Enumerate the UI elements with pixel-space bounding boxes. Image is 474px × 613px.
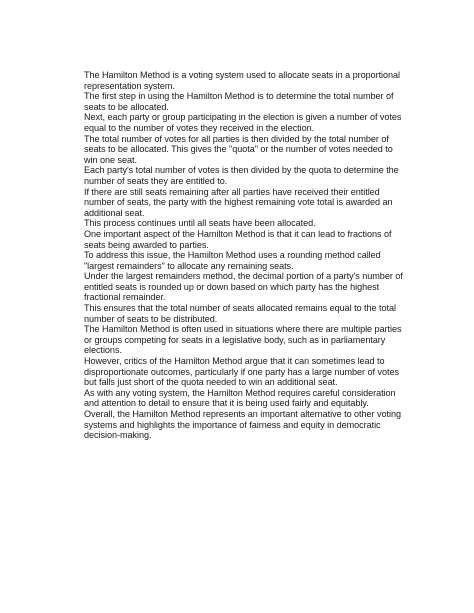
paragraph-10: Under the largest remainders method, the decimal portion of a party's number of entitled seats is rounded up or down based on which party has the highest fractional remainder. [84, 271, 403, 303]
paragraph-4: The total number of votes for all parties is then divided by the total number of seats to be allocated. This gives the "quota" or the number of votes needed to win one seat. [84, 133, 393, 165]
paragraph-7: This process continues until all seats have been allocated. [84, 218, 316, 229]
paragraph-11: This ensures that the total number of seats allocated remains equal to the total number of seats to be distributed. [84, 303, 396, 324]
paragraph-2: The first step in using the Hamilton Method is to determine the total number of seats to be allocated. [84, 91, 394, 112]
paragraph-1: The Hamilton Method is a voting system used to allocate seats in a proportional representation system. [84, 70, 401, 91]
paragraph-15: Overall, the Hamilton Method represents an important alternative to other voting systems and highlights the importance of fairness and equity in democratic decision-making. [84, 409, 401, 441]
paragraph-6: If there are still seats remaining after all parties have received their entitled number of seats, the party with the highest remaining vote total is awarded an additional seat. [84, 186, 393, 218]
paragraph-9: To address this issue, the Hamilton Method uses a rounding method called "largest remainders" to allocate any remaining seats. [84, 250, 381, 271]
document-body [84, 70, 404, 441]
paragraph-14: As with any voting system, the Hamilton Method requires careful consideration and attention to detail to ensure that it is being used fairly and equitably. [84, 387, 396, 409]
paragraph-5: Each party's total number of votes is then divided by the quota to determine the number of seats they are entitled to. [84, 165, 399, 186]
paragraph-8: One important aspect of the Hamilton Method is that it can lead to fractions of seats being awarded to parties. [84, 228, 392, 250]
paragraph-12: The Hamilton Method is often used in situations where there are multiple parties or groups competing for seats in a legislative body, such as in parliamentary elections. [84, 324, 402, 356]
paragraph-3: Next, each party or group participating in the election is given a number of votes equal to the number of votes they received in the election. [84, 112, 402, 133]
paragraph-13: However, critics of the Hamilton Method argue that it can sometimes lead to disproportionate outcomes, particularly if one party has a large number of votes but falls just short of the quota needed to win an additional seat. [84, 356, 399, 388]
